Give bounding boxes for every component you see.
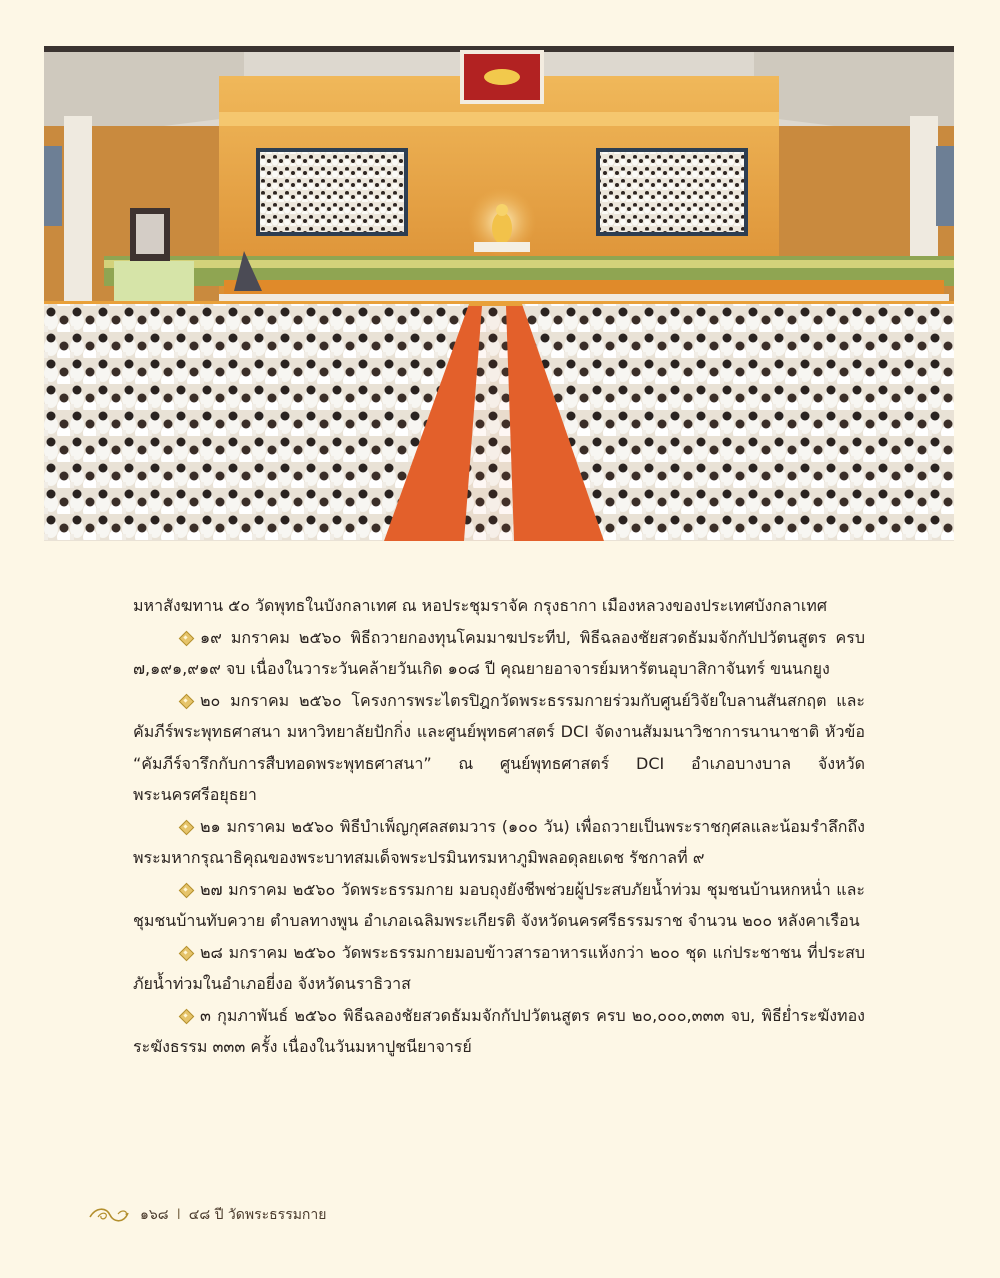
entry-text: ๓ กุมภาพันธ์ ๒๕๖๐ พิธีฉลองชัยสวดธัมมจักกัปปวัตนสูตร ครบ ๒๐,๐๐๐,๓๓๓ จบ, พิธีย่ำระฆังทองระฆังธรรม ๓๓๓ ครั้ง เนื่องในวันมหาปูชนียาจารย์: [133, 1005, 865, 1056]
timeline-entry: [133, 811, 865, 874]
timeline-entry: [133, 874, 865, 937]
diamond-bullet-icon: [180, 947, 192, 959]
ornament-icon: [88, 1205, 132, 1225]
footer-separator: I: [176, 1207, 181, 1223]
diamond-bullet-icon: [180, 695, 192, 707]
timeline-entry: [133, 937, 865, 1000]
timeline-entry: [133, 1000, 865, 1063]
timeline-text: [133, 590, 865, 1063]
intro-line: มหาสังฆทาน ๕๐ วัดพุทธในบังกลาเทศ ณ หอประชุมราจัค กรุงธากา เมืองหลวงของประเทศบังกลาเทศ: [133, 596, 827, 615]
timeline-entry: [133, 622, 865, 685]
timeline-entry: [133, 685, 865, 811]
book-title: ๔๘ ปี วัดพระธรรมกาย: [188, 1207, 327, 1223]
diamond-bullet-icon: [180, 884, 192, 896]
entry-text: ๒๑ มกราคม ๒๕๖๐ พิธีบำเพ็ญกุศลสตมวาร (๑๐๐ วัน) เพื่อถวายเป็นพระราชกุศลและน้อมรำลึกถึงพระมหากรุณาธิคุณของพระบาทสมเด็จพระปรมินทรมหาภูมิพลอดุลยเดช รัชกาลที่ ๙: [133, 816, 865, 867]
diamond-bullet-icon: [180, 1010, 192, 1022]
entry-text: ๑๙ มกราคม ๒๕๖๐ พิธีถวายกองทุนโคมมาฆประทีป, พิธีฉลองชัยสวดธัมมจักกัปปวัตนสูตร ครบ ๗,๑๙๑,๙๑๙ จบ เนื่องในวาระวันคล้ายวันเกิด ๑๐๘ ปี คุณยายอาจารย์มหารัตนอุบาสิกาจันทร์ ขนนกยูง: [133, 627, 865, 678]
diamond-bullet-icon: [180, 632, 192, 644]
entry-text: ๒๘ มกราคม ๒๕๖๐ วัดพระธรรมกายมอบข้าวสารอาหารแห้งกว่า ๒๐๐ ชุด แก่ประชาชน ที่ประสบภัยน้ำท่วมในอำเภอยี่งอ จังหวัดนราธิวาส: [133, 942, 865, 993]
page-number: ๑๖๘: [140, 1207, 169, 1223]
entry-text: ๒๐ มกราคม ๒๕๖๐ โครงการพระไตรปิฎกวัดพระธรรมกายร่วมกับศูนย์วิจัยใบลานสันสกฤต และคัมภีร์พระพุทธศาสนา มหาวิทยาลัยปักกิ่ง และศูนย์พุทธศาสตร์ DCI จัดงานสัมมนาวิชาการนานาชาติ หัวข้อ “คัมภีร์จารึกกับการสืบทอดพระพุทธศาสนา” ณ ศูนย์พุทธศาสตร์ DCI อำเภอบางบาล จังหวัดพระนครศรีอยุธยา: [133, 690, 865, 804]
diamond-bullet-icon: [180, 821, 192, 833]
page-footer: [88, 1200, 326, 1230]
entry-text: ๒๗ มกราคม ๒๕๖๐ วัดพระธรรมกาย มอบถุงยังชีพช่วยผู้ประสบภัยน้ำท่วม ชุมชนบ้านหกหน่ำ และชุมชนบ้านทับควาย ตำบลทางพูน อำเภอเฉลิมพระเกียรติ จังหวัดนครศรีธรรมราช จำนวน ๒๐๐ หลังคาเรือน: [133, 879, 865, 930]
assembly-hall-photo: [44, 46, 954, 541]
